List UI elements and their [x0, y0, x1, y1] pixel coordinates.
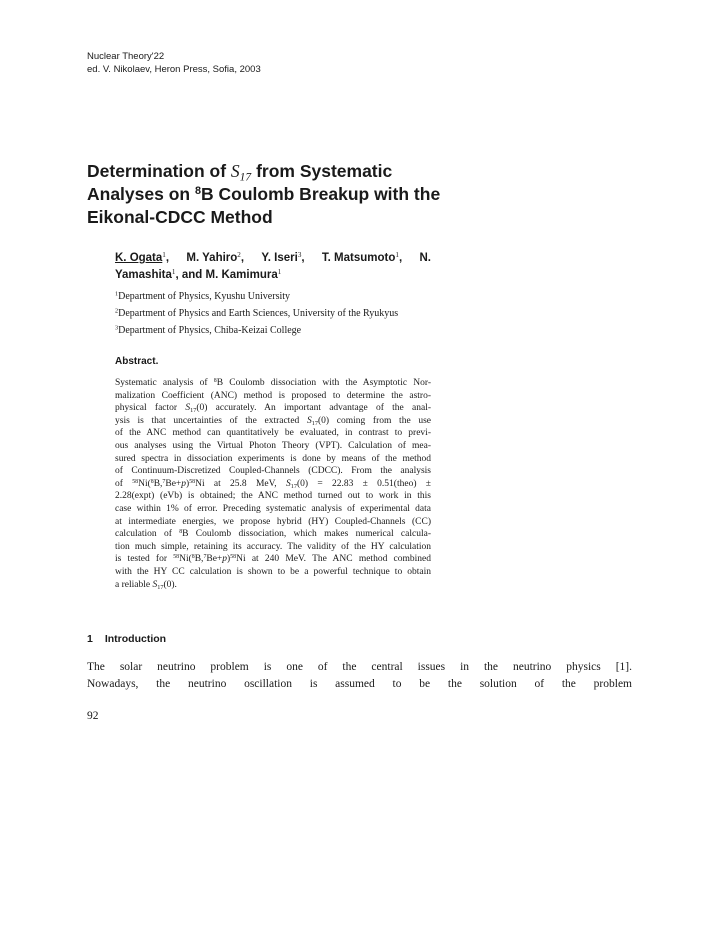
paper-title: [87, 160, 440, 229]
title-line-3: Eikonal-CDCC Method: [87, 207, 273, 227]
running-header: [87, 50, 261, 76]
abstract-heading: Abstract.: [115, 356, 159, 367]
author: M. Kamimura: [205, 269, 278, 281]
author-line-1: K. Ogata$^1$, M. Yahiro$^2$, Y. Iseri$^3$, T. Matsumoto$^1$, N.: [115, 250, 431, 267]
title-line-1: Determination of $S_{17}$ from Systematic: [87, 161, 393, 184]
affiliation: $^2$Department of Physics and Earth Sciences, University of the Ryukyus: [115, 307, 399, 319]
author-list: [115, 250, 431, 284]
author: Yamashita: [115, 269, 172, 281]
section-title: Introduction: [104, 633, 167, 645]
publisher-line: ed. V. Nikolaev, Heron Press, Sofia, 2003: [87, 64, 261, 75]
corresponding-author: K. Ogata: [115, 252, 163, 264]
author: T. Matsumoto: [321, 252, 396, 264]
author-line-2: Yamashita$^1$, and M. Kamimura$^1$: [115, 268, 282, 281]
page-number: 92: [87, 710, 99, 722]
author: Y. Iseri: [261, 252, 298, 264]
section-heading: [87, 633, 166, 645]
title-line-2: Analyses on $^8$B Coulomb Breakup with the: [87, 184, 441, 204]
abstract-text: Systematic analysis of $^8$B Coulomb dissociation with the Asymptotic Nor- malization Coefficient (ANC) method is proposed to determine the astro- physical factor $S_{17}(0)$ accurately. An important advantage of the anal- ysis is that uncertainties of the extracted $S_{17}(0)$ coming from the use of the ANC method can quantitatively be evaluated, in contrast to previ- ous analyses using the Virtual Photon Theory (VPT). Calculation of mea- sured spectra in dissociation experiments is done by means of the method of Continuum-Discretized Coupled-Channels (CDCC). From the analysis of $^{58}Ni(^8B,^7Be+p)^{58}Ni$ at 25.8 MeV, $S_{17}(0) = 22.83$ ± 0.51(theo) ± 2.28(expt) (eVb) is obtained; the ANC method turned out to work in this case within 1% of error. Preceding systematic analysis of experimental data at intermediate energies, we propose hybrid (HY) Coupled-Channels (CC) calculation of $^8$B Coulomb dissociation, which makes numerical calcula- tion much simple, retaining its accuracy. The validity of the HY calculation is tested for $^{58}Ni(^8B,^7Be+p)^{58}Ni$ at 240 MeV. The ANC method combined with the HY CC calculation is shown to be a powerful technique to obtain a reliable $S_{17}(0)$.: [115, 377, 431, 591]
section-number: 1: [87, 633, 93, 645]
journal-name: Nuclear Theory'22: [87, 51, 165, 62]
affiliation: $^1$Department of Physics, Kyushu University: [115, 290, 291, 302]
author: M. Yahiro: [186, 252, 238, 264]
affiliation: $^3$Department of Physics, Chiba-Keizai College: [115, 324, 302, 336]
body-text: The solar neutrino problem is one of the central issues in the neutrino physics [1]. Nowadays, the neutrino oscillation is assumed to be the solution of the problem: [87, 661, 632, 690]
author: N.: [419, 252, 431, 264]
